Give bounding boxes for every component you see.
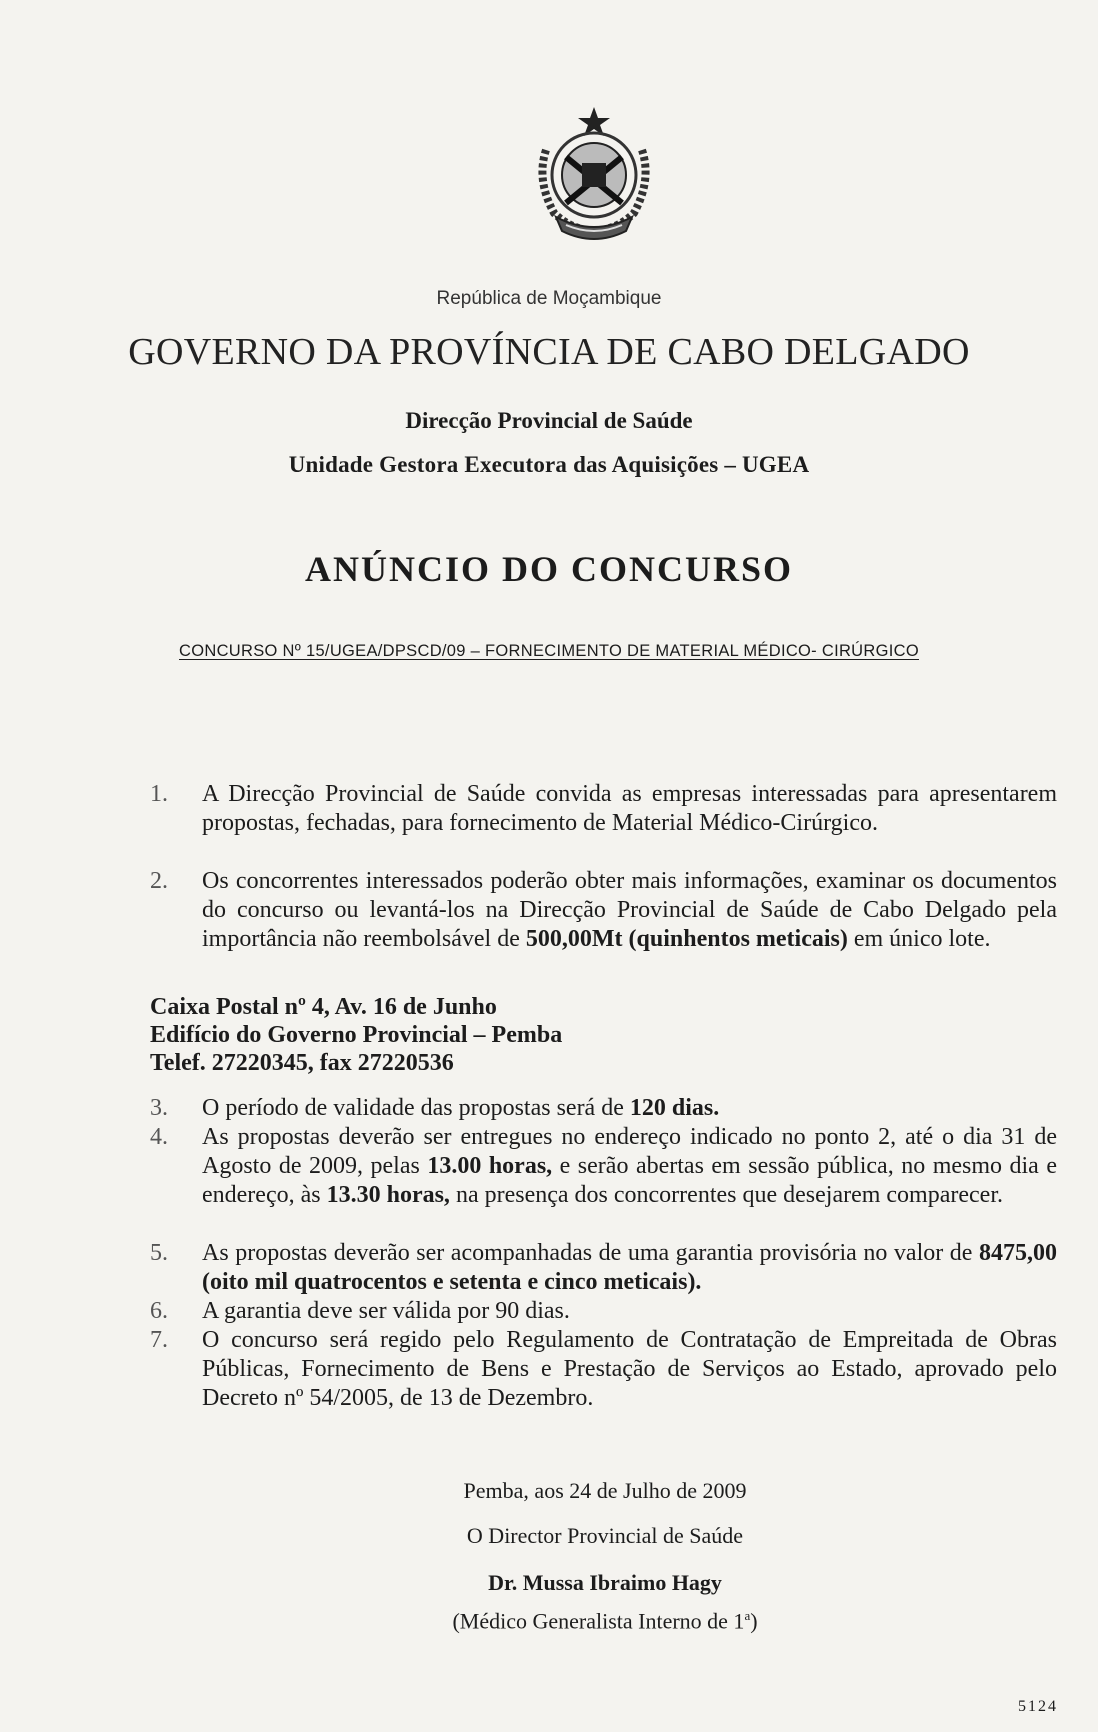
address-line-2: Edifício do Governo Provincial – Pemba: [150, 1022, 563, 1048]
item-number: 3.: [150, 1095, 168, 1121]
item-text: A Direcção Provincial de Saúde convida as empresas interessadas para apresentarem propostas, fechadas, para fornecimento de Material Médico-Cirúrgico.: [202, 781, 1057, 836]
item-number: 2.: [150, 868, 168, 894]
item-text: Os concorrentes interessados poderão obter mais informações, examinar os documentos do concurso ou levantá-los na Direcção Provincial de Saúde de Cabo Delgado pela importância não reembolsável de 500,00Mt (quinhentos meticais) em único lote.: [202, 868, 1057, 952]
page-title: ANÚNCIO DO CONCURSO: [304, 549, 794, 589]
item-number: 5.: [150, 1240, 168, 1266]
direccao-line: Direcção Provincial de Saúde: [405, 408, 693, 433]
unidade-line: Unidade Gestora Executora das Aquisições – UGEA: [288, 452, 810, 477]
concurso-reference: [0, 642, 1098, 661]
address-line-3: Telef. 27220345, fax 27220536: [150, 1050, 454, 1076]
signatory-title: (Médico Generalista Interno de 1$^a$): [452, 1608, 758, 1634]
item-number: 1.: [150, 781, 168, 807]
coat-of-arms-icon: [526, 105, 662, 251]
address-line-1: Caixa Postal nº 4, Av. 16 de Junho: [150, 994, 497, 1020]
item-number: 6.: [150, 1298, 168, 1324]
item-text: As propostas deverão ser entregues no endereço indicado no ponto 2, até o dia 31 de Agosto de 2009, pelas 13.00 horas, e serão abertas em sessão pública, no mesmo dia e endereço, às 13.30 horas, na presença dos concorrentes que desejarem comparecer.: [202, 1124, 1057, 1208]
page-number: 5124: [1018, 1698, 1058, 1715]
item-text: O período de validade das propostas será de 120 dias.: [202, 1095, 720, 1121]
republica-line: República de Moçambique: [436, 288, 662, 309]
item-number: 4.: [150, 1124, 168, 1150]
item-text: A garantia deve ser válida por 90 dias.: [202, 1298, 570, 1324]
governo-heading: GOVERNO DA PROVÍNCIA DE CABO DELGADO: [128, 331, 970, 373]
item-text: As propostas deverão ser acompanhadas de uma garantia provisória no valor de 8475,00 (oito mil quatrocentos e setenta e cinco meticais).: [202, 1240, 1057, 1295]
item-text: O concurso será regido pelo Regulamento de Contratação de Empreitada de Obras Públicas, Fornecimento de Bens e Prestação de Serviços ao Estado, aprovado pelo Decreto nº 54/2005, de 13 de Dezembro.: [202, 1327, 1057, 1411]
place-date: Pemba, aos 24 de Julho de 2009: [463, 1478, 747, 1503]
contact-address: [150, 993, 562, 1077]
signatory-role: O Director Provincial de Saúde: [466, 1523, 744, 1548]
item-number: 7.: [150, 1327, 168, 1353]
concurso-reference-text: CONCURSO Nº 15/UGEA/DPSCD/09 – FORNECIMENTO DE MATERIAL MÉDICO- CIRÚRGICO: [179, 642, 919, 660]
signatory-name: Dr. Mussa Ibraimo Hagy: [488, 1570, 722, 1595]
